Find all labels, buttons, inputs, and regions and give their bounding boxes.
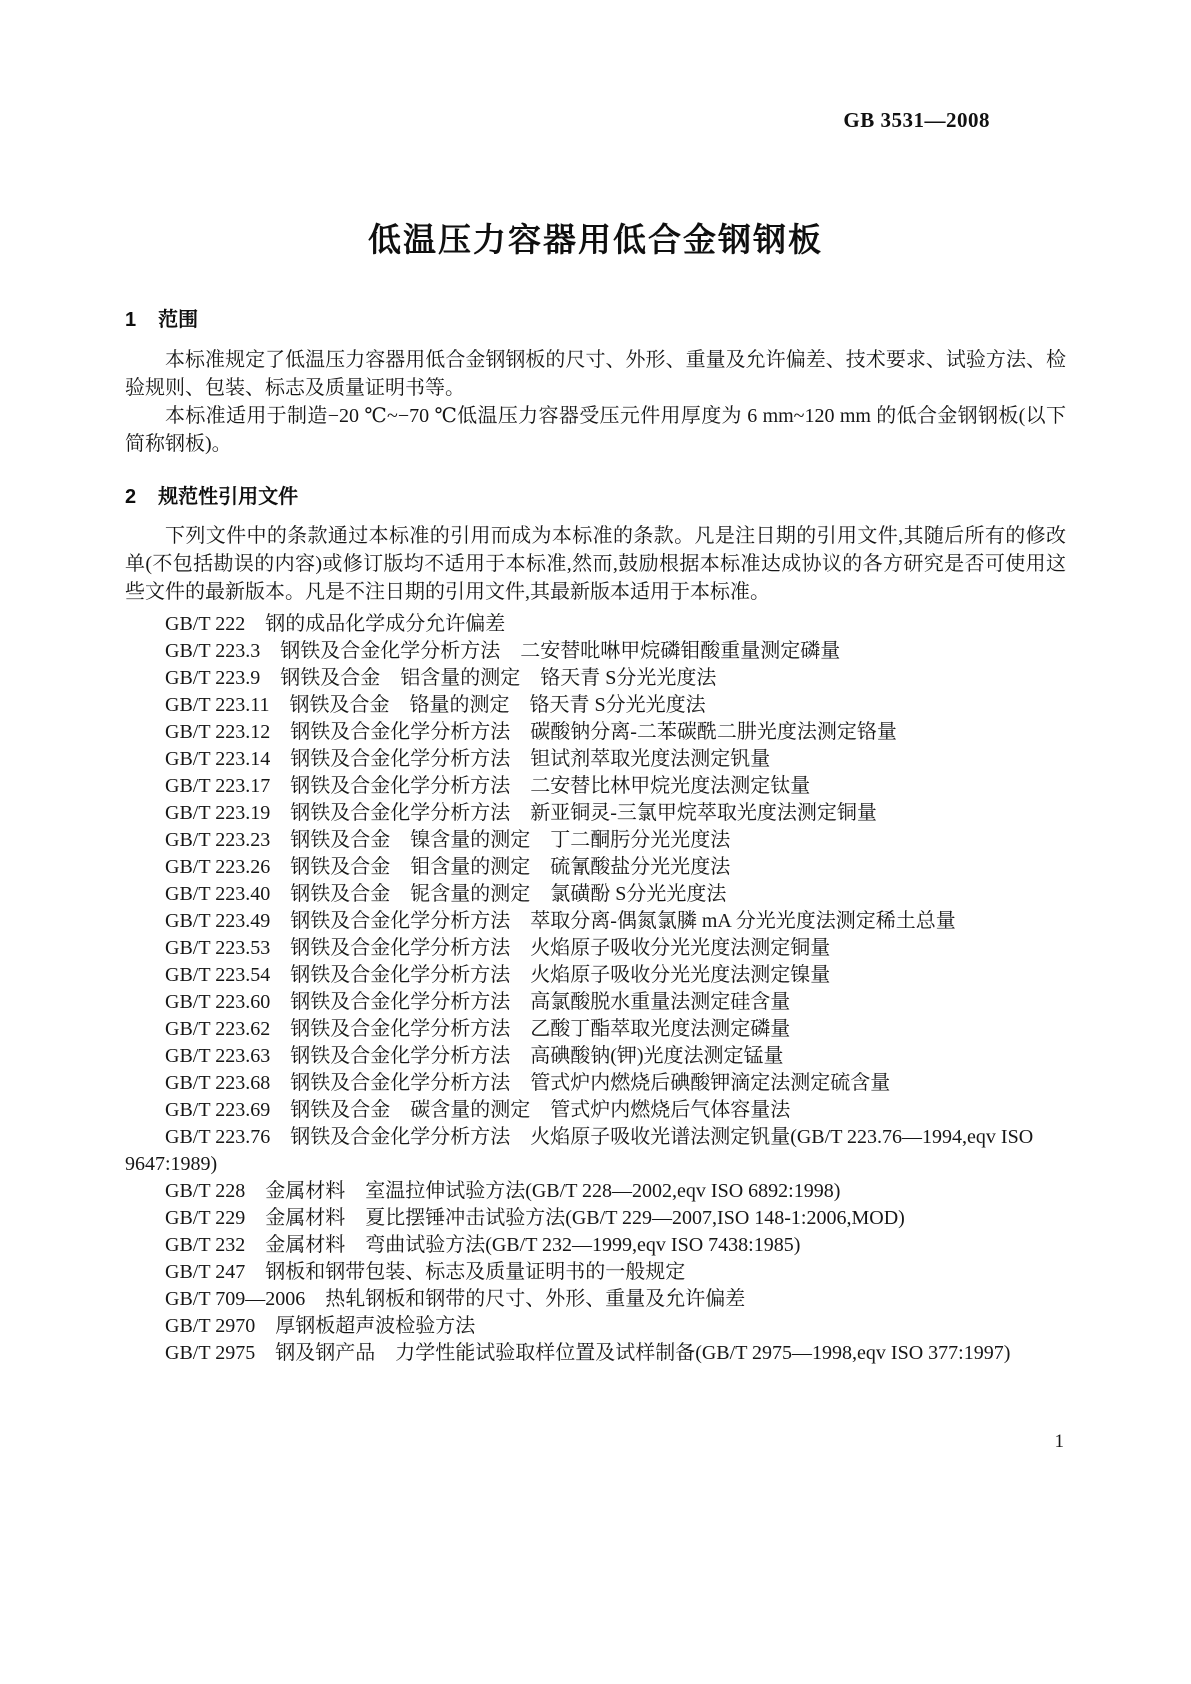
reference-item: GB/T 228 金属材料 室温拉伸试验方法(GB/T 228—2002,eqv ISO 6892:1998) xyxy=(165,1180,841,1202)
reference-item: GB/T 2975 钢及钢产品 力学性能试验取样位置及试样制备(GB/T 2975—1998,eqv ISO 377:1997) xyxy=(165,1342,1011,1364)
section-2-intro-paragraph: 下列文件中的条款通过本标准的引用而成为本标准的条款。凡是注日期的引用文件,其随后所有的修改单(不包括勘误的内容)或修订版均不适用于本标准,然而,鼓励根据本标准达成协议的各方研究是否可使用这些文件的最新版本。凡是不注日期的引用文件,其最新版本适用于本标准。 xyxy=(125,525,1066,603)
reference-list xyxy=(125,611,1066,1367)
document-body xyxy=(125,306,1066,1367)
reference-item: GB/T 223.49 钢铁及合金化学分析方法 萃取分离-偶氮氯膦 mA 分光光度法测定稀土总量 xyxy=(165,910,956,932)
section-2-title: 规范性引用文件 xyxy=(158,486,299,508)
section-1-paragraph: 本标准适用于制造−20 ℃~−70 ℃低温压力容器受压元件用厚度为 6 mm~120 mm 的低合金钢钢板(以下简称钢板)。 xyxy=(125,405,1066,455)
reference-item: GB/T 2970 厚钢板超声波检验方法 xyxy=(165,1315,476,1337)
reference-item: GB/T 229 金属材料 夏比摆锤冲击试验方法(GB/T 229—2007,ISO 148-1:2006,MOD) xyxy=(165,1207,905,1229)
reference-item: GB/T 223.76 钢铁及合金化学分析方法 火焰原子吸收光谱法测定钒量(GB/T 223.76—1994,eqv ISO 9647:1989) xyxy=(125,1126,1034,1175)
reference-item: GB/T 223.23 钢铁及合金 镍含量的测定 丁二酮肟分光光度法 xyxy=(165,829,731,851)
reference-item: GB/T 223.63 钢铁及合金化学分析方法 高碘酸钠(钾)光度法测定锰量 xyxy=(165,1045,784,1067)
section-1-paragraph: 本标准规定了低温压力容器用低合金钢钢板的尺寸、外形、重量及允许偏差、技术要求、试验方法、检验规则、包装、标志及质量证明书等。 xyxy=(125,349,1066,399)
reference-item: GB/T 223.12 钢铁及合金化学分析方法 碳酸钠分离-二苯碳酰二肼光度法测定铬量 xyxy=(165,721,897,743)
reference-item: GB/T 232 金属材料 弯曲试验方法(GB/T 232—1999,eqv ISO 7438:1985) xyxy=(165,1234,801,1256)
reference-item: GB/T 223.60 钢铁及合金化学分析方法 高氯酸脱水重量法测定硅含量 xyxy=(165,991,791,1013)
reference-item: GB/T 223.17 钢铁及合金化学分析方法 二安替比林甲烷光度法测定钛量 xyxy=(165,775,811,797)
reference-item: GB/T 223.14 钢铁及合金化学分析方法 钽试剂萃取光度法测定钒量 xyxy=(165,748,771,770)
page-title: 低温压力容器用低合金钢钢板 xyxy=(368,221,823,258)
section-1-heading xyxy=(125,306,1066,334)
section-1-title: 范围 xyxy=(158,309,199,331)
reference-item: GB/T 223.68 钢铁及合金化学分析方法 管式炉内燃烧后碘酸钾滴定法测定硫含量 xyxy=(165,1072,891,1094)
reference-item: GB/T 223.11 钢铁及合金 铬量的测定 铬天青 S分光光度法 xyxy=(165,694,706,716)
reference-item: GB/T 223.40 钢铁及合金 铌含量的测定 氯磺酚 S分光光度法 xyxy=(165,883,727,905)
reference-item: GB/T 223.54 钢铁及合金化学分析方法 火焰原子吸收分光光度法测定镍量 xyxy=(165,964,831,986)
section-2-number: 2 xyxy=(125,486,137,508)
reference-item: GB/T 223.53 钢铁及合金化学分析方法 火焰原子吸收分光光度法测定铜量 xyxy=(165,937,831,959)
doc-number: GB 3531—2008 xyxy=(843,108,990,132)
reference-item: GB/T 223.69 钢铁及合金 碳含量的测定 管式炉内燃烧后气体容量法 xyxy=(165,1099,791,1121)
reference-item: GB/T 222 钢的成品化学成分允许偏差 xyxy=(165,613,506,635)
reference-item: GB/T 223.3 钢铁及合金化学分析方法 二安替吡啉甲烷磷钼酸重量测定磷量 xyxy=(165,640,841,662)
reference-item: GB/T 247 钢板和钢带包装、标志及质量证明书的一般规定 xyxy=(165,1261,686,1283)
reference-item: GB/T 223.19 钢铁及合金化学分析方法 新亚铜灵-三氯甲烷萃取光度法测定铜量 xyxy=(165,802,877,824)
reference-item: GB/T 223.26 钢铁及合金 钼含量的测定 硫氰酸盐分光光度法 xyxy=(165,856,731,878)
section-1-number: 1 xyxy=(125,309,137,331)
page-number: 1 xyxy=(1054,1431,1064,1452)
section-2-heading xyxy=(125,483,1066,511)
reference-item: GB/T 223.62 钢铁及合金化学分析方法 乙酸丁酯萃取光度法测定磷量 xyxy=(165,1018,791,1040)
reference-item: GB/T 709—2006 热轧钢板和钢带的尺寸、外形、重量及允许偏差 xyxy=(165,1288,746,1310)
reference-item: GB/T 223.9 钢铁及合金 铝含量的测定 铬天青 S分光光度法 xyxy=(165,667,717,689)
